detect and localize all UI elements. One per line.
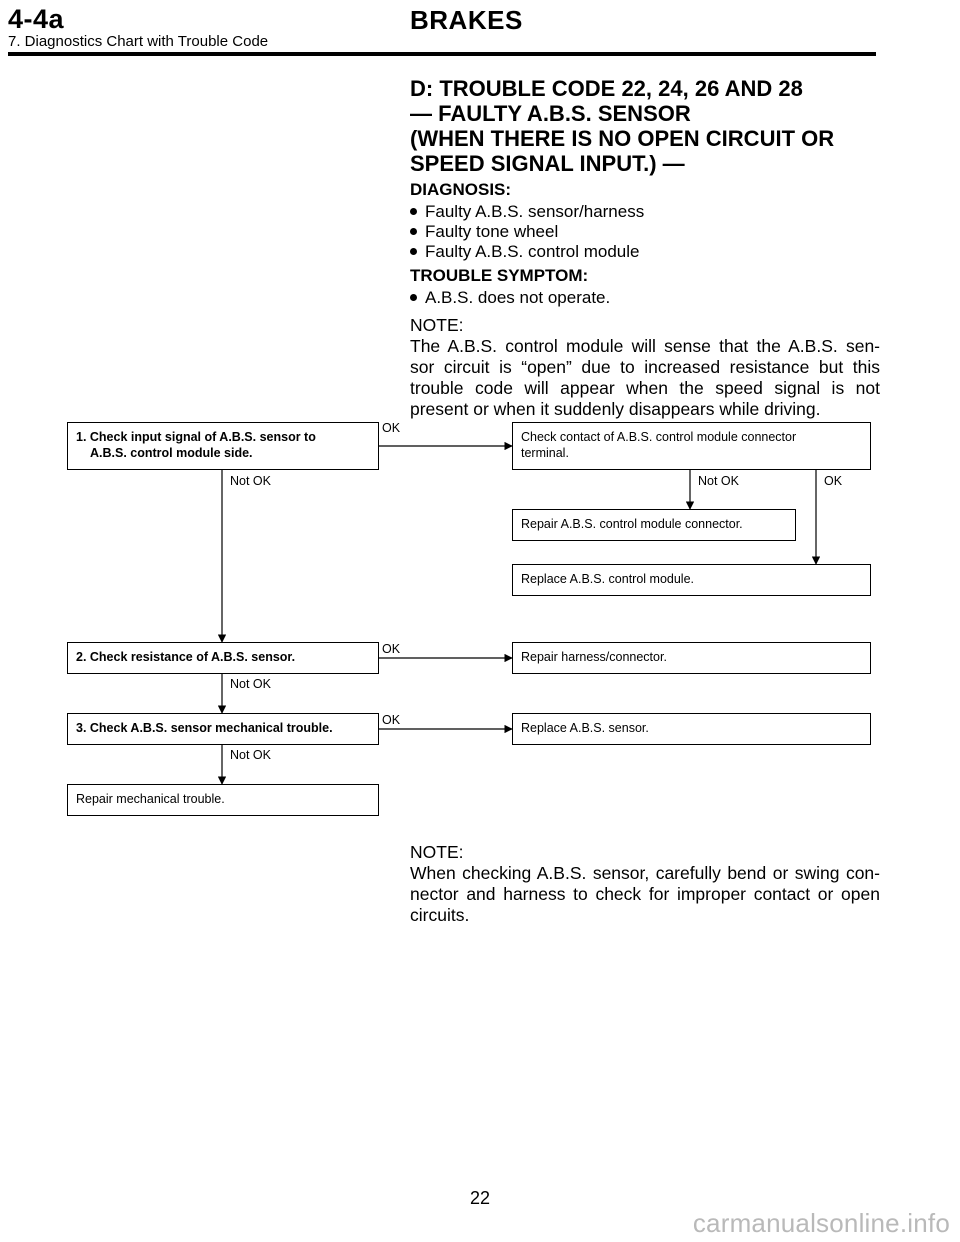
note-line: sor circuit is “open” due to increased resistance but this <box>410 357 880 377</box>
branch-label-not-ok: Not OK <box>698 474 739 488</box>
branch-label-ok: OK <box>382 642 401 656</box>
list-item: Faulty A.B.S. control module <box>410 242 880 262</box>
note-line: present or when it suddenly disappears while driving. <box>410 399 821 419</box>
note-line: When checking A.B.S. sensor, carefully bend or swing con- <box>410 863 880 883</box>
branch-label-ok: OK <box>382 713 401 727</box>
watermark: carmanualsonline.info <box>692 1208 950 1238</box>
flow-replace-module: Replace A.B.S. control module. <box>512 564 871 596</box>
note-line: nector and harness to check for improper contact or open <box>410 884 880 904</box>
section-title-line: (WHEN THERE IS NO OPEN CIRCUIT OR <box>410 126 835 151</box>
note-line: trouble code will appear when the speed signal is not <box>410 378 880 398</box>
flow-step-1: 1. Check input signal of A.B.S. sensor to A.B.S. control module side. <box>67 422 379 470</box>
list-item: A.B.S. does not operate. <box>410 288 880 308</box>
note-line: circuits. <box>410 905 470 925</box>
list-item: Faulty tone wheel <box>410 222 880 242</box>
note-line: The A.B.S. control module will sense that the A.B.S. sen- <box>410 336 880 356</box>
flow-repair-connector: Repair A.B.S. control module connector. <box>512 509 796 541</box>
symptom-label: TROUBLE SYMPTOM: <box>410 266 589 285</box>
branch-label-ok: OK <box>824 474 843 488</box>
note-label: NOTE: <box>410 315 464 335</box>
flow-step-3: 3. Check A.B.S. sensor mechanical trouble. <box>67 713 379 745</box>
chapter-title: BRAKES <box>410 5 523 35</box>
branch-label-not-ok: Not OK <box>230 677 271 691</box>
section-title-line: — FAULTY A.B.S. SENSOR <box>410 101 691 126</box>
section-code: 4-4a <box>8 4 65 34</box>
flow-repair-mechanical: Repair mechanical trouble. <box>67 784 379 816</box>
flow-check-contact: Check contact of A.B.S. control module connector terminal. <box>512 422 871 470</box>
section-title-line: SPEED SIGNAL INPUT.) — <box>410 151 685 176</box>
diagnosis-label: DIAGNOSIS: <box>410 180 512 199</box>
note-label: NOTE: <box>410 842 464 862</box>
flow-repair-harness: Repair harness/connector. <box>512 642 871 674</box>
note-block <box>410 842 880 926</box>
branch-label-not-ok: Not OK <box>230 748 271 762</box>
section-title-line: D: TROUBLE CODE 22, 24, 26 AND 28 <box>410 76 803 101</box>
branch-label-not-ok: Not OK <box>230 474 271 488</box>
branch-label-ok: OK <box>382 421 401 435</box>
flow-step-2: 2. Check resistance of A.B.S. sensor. <box>67 642 379 674</box>
flow-replace-sensor: Replace A.B.S. sensor. <box>512 713 871 745</box>
page-number: 22 <box>469 1188 491 1208</box>
list-item: Faulty A.B.S. sensor/harness <box>410 202 880 222</box>
chapter-subtitle: 7. Diagnostics Chart with Trouble Code <box>8 33 269 50</box>
